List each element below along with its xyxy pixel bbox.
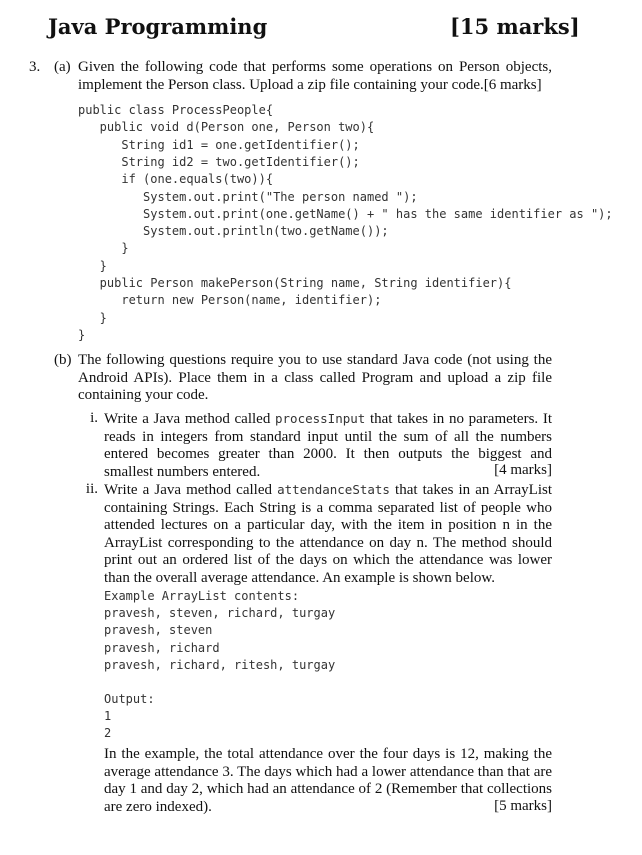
code-line: System.out.println(two.getName());	[78, 224, 389, 239]
sub-i-label: i.	[90, 410, 98, 426]
question-number: 3.	[29, 59, 41, 75]
total-marks: [15 marks]	[450, 14, 580, 39]
sub-i-pre: Write a Java method called	[104, 411, 275, 427]
code-line: }	[78, 310, 107, 325]
code-line: }	[78, 327, 86, 342]
sub-ii-label: ii.	[85, 481, 98, 497]
code-line: System.out.print(one.getName() + " has the same identifier as ");	[78, 206, 613, 221]
code-line: return new Person(name, identifier);	[78, 293, 382, 308]
code-line: }	[78, 258, 107, 273]
code-line: String id1 = one.getIdentifier();	[78, 137, 360, 152]
code-line: public class ProcessPeople{	[78, 103, 274, 117]
example-line: pravesh, steven, richard, turgay	[104, 606, 336, 621]
part-a-label: (a)	[54, 59, 71, 75]
code-line: if (one.equals(two)){	[78, 172, 274, 187]
output-line: 1	[104, 709, 112, 724]
code-line: }	[78, 241, 129, 256]
page-title: Java Programming	[48, 14, 268, 39]
sub-ii-post: that takes in an ArrayList containing Strings. Each String is a comma separated list of people who attended lectures on a particular day, with the item in position n in the ArrayList corresponding to the attendance on day n. The method should print out an ordered list of the days on which the attendance was lower than the overall average attendance. An example is shown below.	[104, 482, 552, 586]
sub-ii-pre: Write a Java method called	[104, 482, 278, 498]
part-a-text: Given the following code that performs some operations on Person objects, implement the Person class. Upload a zip file containing your code.[6 marks]	[78, 59, 552, 93]
sub-ii-closing: In the example, the total attendance over the four days is 12, making the average attendance 3. The days which had a lower attendance than that are day 1 and day 2, which had an attendance of 2 (Remember that collections are zero indexed).	[104, 746, 552, 815]
sub-ii-marks: [5 marks]	[494, 798, 552, 814]
code-line: String id2 = two.getIdentifier();	[78, 154, 360, 169]
method-name-attendanceStats: attendanceStats	[277, 482, 390, 497]
part-b-text: The following questions require you to use standard Java code (not using the Android APIs). Place them in a class called Program and upload a zip file containing your code.	[78, 352, 552, 403]
method-name-processInput: processInput	[275, 411, 366, 426]
sub-ii-text	[104, 481, 552, 587]
sub-i-post: that takes in no parameters. It reads in integers from standard input until the sum of all the numbers entered becomes greater than 2000. It then outputs the biggest and smallest numbers entered.	[104, 411, 553, 480]
output-line: 2	[104, 726, 112, 741]
sub-i-marks: [4 marks]	[494, 462, 552, 478]
example-heading: Example ArrayList contents:	[104, 589, 300, 603]
example-line: pravesh, steven	[104, 623, 213, 638]
code-line: System.out.print("The person named ");	[78, 189, 418, 204]
part-b-label: (b)	[54, 352, 72, 368]
code-line: public Person makePerson(String name, String identifier){	[78, 276, 512, 290]
example-line: pravesh, richard, ritesh, turgay	[104, 657, 336, 672]
example-line: pravesh, richard	[104, 640, 220, 655]
output-heading: Output:	[104, 692, 155, 706]
code-line: public void d(Person one, Person two){	[78, 120, 375, 135]
